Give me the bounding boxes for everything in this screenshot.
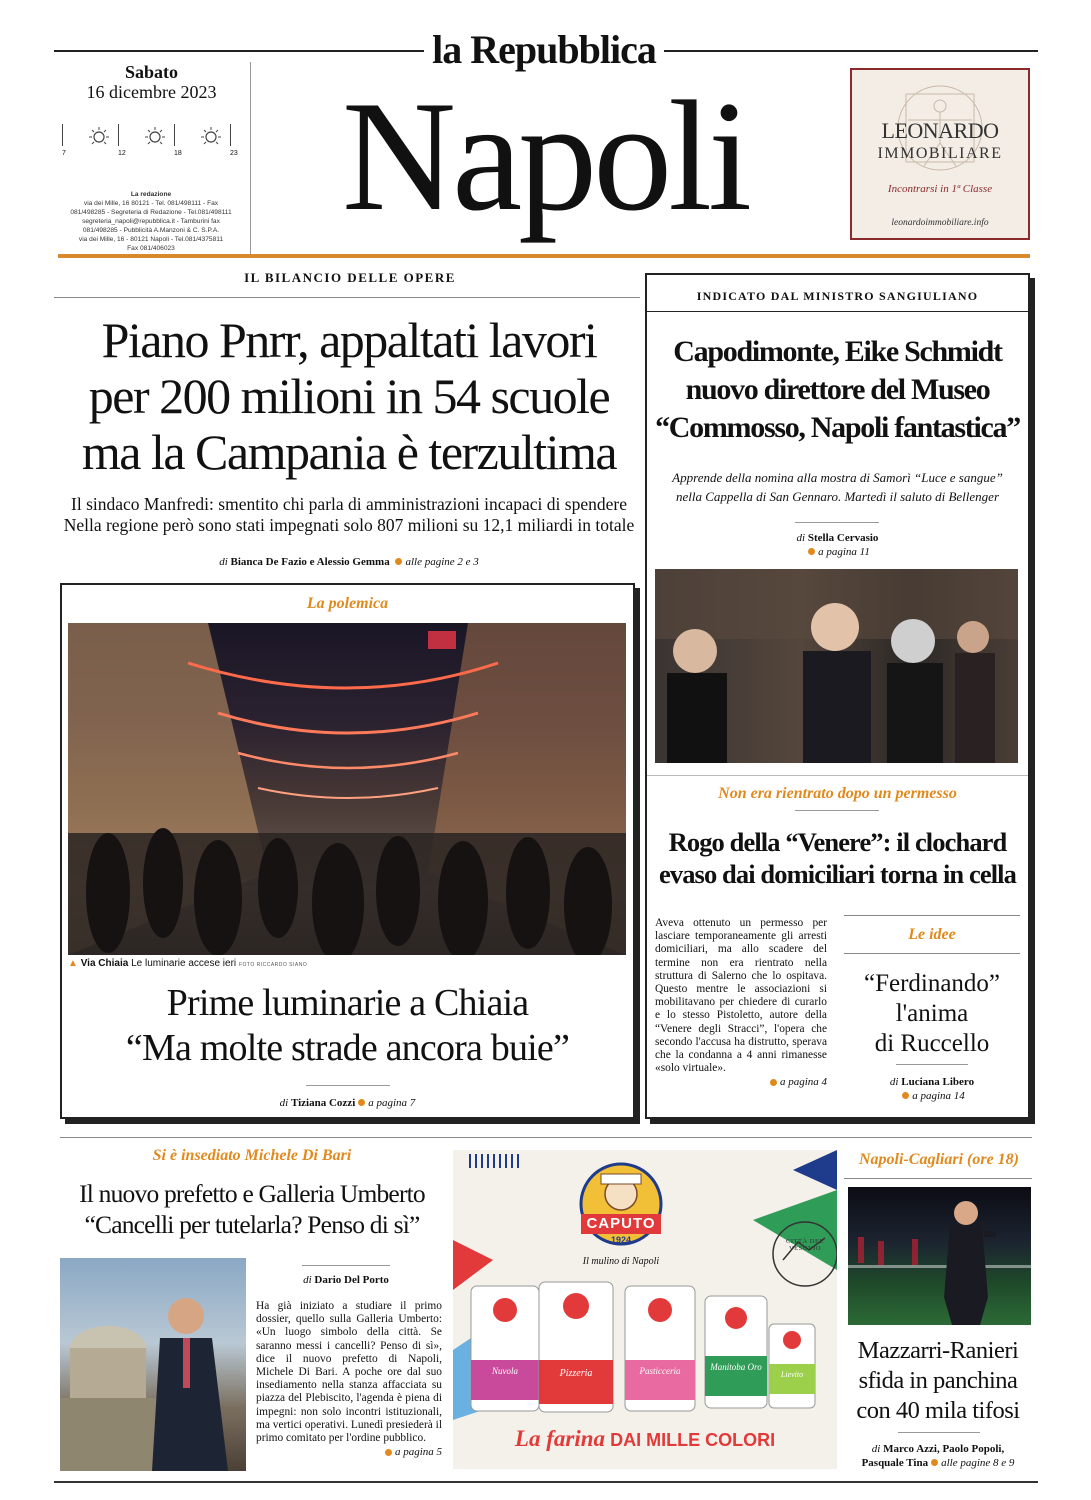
calcio-headline — [838, 1336, 1038, 1426]
venere-article — [655, 917, 827, 1088]
venere-headline-line: Rogo della “Venere”: il clochard — [668, 827, 1007, 857]
bullet-icon — [358, 1099, 365, 1106]
chiaia-page[interactable]: a pagina 7 — [368, 1097, 416, 1109]
idee-kicker: Le idee — [908, 926, 956, 943]
capodimonte-photo — [655, 569, 1018, 763]
prefetto-headline-line: Il nuovo prefetto e Galleria Umberto — [79, 1179, 425, 1208]
caputo-slogan-italic: La farina — [514, 1426, 605, 1451]
lead-subhead-line: Il sindaco Manfredi: smentito chi parla di amministrazioni incapaci di spendere — [71, 494, 627, 514]
chiaia-caption — [68, 958, 626, 969]
capodimonte-headline-line: nuovo direttore del Museo — [685, 373, 990, 406]
bullet-icon — [395, 558, 402, 565]
bag-label: Lievito — [780, 1370, 804, 1379]
caption-place: Via Chiaia — [80, 958, 129, 969]
calcio-pages[interactable]: alle pagine 8 e 9 — [941, 1457, 1015, 1469]
caret-up-icon: ▲ — [68, 958, 78, 969]
bullet-icon — [931, 1459, 938, 1466]
caption-text: Le luminarie accese ieri — [131, 958, 237, 969]
prefetto-headline — [52, 1178, 452, 1240]
weather-strip — [62, 124, 242, 158]
lead-headline-line: per 200 milioni in 54 scuole — [88, 368, 610, 424]
chiaia-box — [60, 583, 635, 1119]
right-column-box — [645, 273, 1030, 1119]
lead-headline — [54, 312, 644, 480]
caputo-year: 1924 — [610, 1235, 632, 1245]
chiaia-headline — [62, 981, 633, 1071]
redazione-line: via dei Mille, 16 80121 - Tel. 081/498111 - Fax — [83, 200, 219, 207]
lead-subhead-line: Nella regione però sono stati impegnati solo 807 milioni su 12,1 miliardi in totale — [63, 515, 635, 535]
calcio-byline: di Marco Azzi, Paolo Popoli, Pasquale Tina alle pagine 8 e 9 — [861, 1443, 1015, 1469]
venere-body: Aveva ottenuto un permesso per lasciare temporaneamente gli arresti domiciliari, ma allo scadere del termine non era rientrato nella struttura di Salerno che lo ospitava. Questo mentre le associazioni si mobilitavano per chiedere di curarlo e lo stesso Pistoletto, autore della “Venere degli Stracci”, l'opera che secondo l'accusa ha distrutto, sperava che la condanna a 4 anni rimanesse «solo virtuale». — [655, 917, 827, 1075]
date-label: 16 dicembre 2023 — [86, 82, 217, 102]
prefetto-kicker: Si è insediato Michele Di Bari — [152, 1147, 352, 1164]
bag-label: Pizzeria — [559, 1368, 593, 1379]
redazione-line: segreteria_napoli@repubblica.it - Tamburini fax — [82, 218, 220, 225]
calcio-headline-line: sfida in panchina — [858, 1367, 1018, 1394]
ad-name-line2: IMMOBILIARE — [877, 145, 1003, 162]
masthead-rule-left — [54, 50, 424, 52]
idee-author: Luciana Libero — [901, 1076, 975, 1088]
capodimonte-headline-line: “Commosso, Napoli fantastica” — [655, 411, 1020, 444]
date-block — [54, 62, 249, 102]
idee-byline: di Luciana Libero a pagina 14 — [889, 1076, 975, 1102]
calcio-kicker: Napoli-Cagliari (ore 18) — [859, 1151, 1019, 1168]
day-label: Sabato — [124, 62, 178, 82]
caputo-slogan — [453, 1426, 837, 1452]
prefetto-photo — [60, 1258, 246, 1471]
capodimonte-author: Stella Cervasio — [807, 532, 879, 544]
chiaia-headline-line: Prime luminarie a Chiaia — [166, 982, 529, 1024]
ad-name-line1: LEONARDO — [881, 118, 999, 143]
calcio-headline-line: Mazzarri-Ranieri — [857, 1337, 1019, 1364]
masthead-divider — [250, 62, 251, 254]
prefetto-byline: di Dario Del Porto — [303, 1274, 389, 1286]
bottom-section-rule — [60, 1137, 1032, 1138]
lead-pages[interactable]: alle pagine 2 e 3 — [405, 556, 479, 568]
bag-label: Pasticceria — [639, 1366, 681, 1376]
idee-headline-line: “Ferdinando” — [863, 970, 1001, 997]
calcio-authors: Pasquale Tina — [861, 1457, 929, 1469]
chiaia-kicker: La polemica — [306, 595, 389, 612]
chiaia-author: Tiziana Cozzi — [290, 1097, 356, 1109]
page-bottom-rule — [54, 1481, 1038, 1483]
prefetto-headline-line: “Cancelli per tutelarla? Penso di sì” — [84, 1210, 420, 1239]
bag-label: Manitoba Oro — [710, 1362, 762, 1372]
masthead-rule-right — [664, 50, 1038, 52]
calcio-photo — [848, 1187, 1031, 1325]
idee-headline-line: l'anima — [895, 1000, 969, 1027]
caputo-tagline: Il mulino di Napoli — [582, 1256, 660, 1267]
caputo-ad-graphics — [453, 1150, 837, 1469]
lead-subhead — [54, 494, 644, 536]
venere-kicker: Non era rientrato dopo un permesso — [718, 785, 957, 802]
lead-byline: di Bianca De Fazio e Alessio Gemma alle pagine 2 e 3 — [219, 556, 479, 568]
venere-headline-line: evaso dai domiciliari torna in cella — [659, 859, 1016, 889]
redazione-block — [56, 190, 246, 253]
bullet-icon — [808, 548, 815, 555]
idee-page[interactable]: a pagina 14 — [912, 1090, 965, 1102]
chiaia-photo — [68, 623, 626, 955]
bag-label: Nuvola — [492, 1366, 518, 1376]
idee-headline-line: di Ruccello — [874, 1030, 990, 1057]
ad-slogan: Incontrarsi in 1ª Classe — [887, 183, 993, 195]
weather-hour: 18 — [174, 150, 182, 157]
idee-headline — [844, 969, 1020, 1059]
capodimonte-summary — [647, 468, 1028, 506]
weather-hour: 23 — [230, 150, 238, 157]
masthead-orange-rule — [58, 254, 1030, 258]
prefetto-page-ref: a pagina 5 — [256, 1446, 442, 1458]
brand-logo: la Repubblica — [432, 27, 656, 72]
leonardo-ad[interactable] — [850, 68, 1030, 240]
redazione-line: 081/498285 - Segreteria di Redazione - Tel.081/498111 — [70, 209, 232, 216]
prefetto-body: Ha già iniziato a studiare il primo dossier, quello sulla Galleria Umberto: «Un luogo simbolo della città. Se saranno messi i cancelli? Penso di sì», dice il nuovo prefetto di Napoli, Michele Di Bari. A poche ore dal suo insediamento nella stanza affacciata su piazza del Plebiscito, l'agenda è piena di impegni: non solo incontri istituzionali, ma vertici operativi. Lunedì presiederà il primo comitato per l'ordine pubblico. — [256, 1300, 442, 1445]
venere-page-ref: a pagina 4 — [655, 1076, 827, 1088]
coach-photo-image — [848, 1187, 1031, 1325]
venere-headline — [647, 826, 1028, 890]
weather-hour: 12 — [118, 150, 126, 157]
lead-headline-line: ma la Campania è terzultima — [81, 424, 617, 480]
redazione-line: Fax 081/406023 — [127, 245, 175, 252]
lead-headline-line: Piano Pnrr, appaltati lavori — [101, 312, 597, 368]
caputo-slogan-bold: DAI MILLE COLORI — [610, 1430, 776, 1450]
sun-icon — [196, 126, 226, 146]
redazione-line: 081/498285 - Pubblicità A.Manzoni & C. S.P.A. — [82, 227, 220, 234]
caputo-seal-text: CITTÀ DEL VESUVIO — [786, 1238, 824, 1252]
prefetto-article — [256, 1300, 442, 1458]
edition-title: Napoli — [341, 69, 749, 244]
weather-hour: 7 — [62, 150, 66, 157]
redazione-title: La redazione — [130, 191, 172, 198]
calcio-authors: Marco Azzi, Paolo Popoli, — [883, 1443, 1005, 1455]
capodimonte-summary-line: Apprende della nomina alla mostra di Samorì “Luce e sangue” — [672, 470, 1003, 485]
capodimonte-summary-line: nella Cappella di San Gennaro. Martedì il saluto di Bellenger — [675, 489, 1000, 504]
caputo-brand: CAPUTO — [581, 1214, 661, 1234]
schmidt-photo-image — [655, 569, 1018, 763]
caputo-ad[interactable] — [453, 1150, 837, 1469]
calcio-headline-line: con 40 mila tifosi — [856, 1397, 1020, 1424]
street-scene-image — [68, 623, 626, 955]
chiaia-byline: di Tiziana Cozzi a pagina 7 — [279, 1097, 416, 1109]
bullet-icon — [385, 1449, 392, 1456]
lead-section-label: IL BILANCIO DELLE OPERE — [244, 270, 456, 285]
capodimonte-headline — [647, 333, 1028, 447]
prefetto-portrait-image — [60, 1258, 246, 1471]
bullet-icon — [770, 1079, 777, 1086]
prefetto-author: Dario Del Porto — [314, 1274, 389, 1286]
lead-authors: Bianca De Fazio e Alessio Gemma — [230, 556, 390, 568]
chiaia-headline-line: “Ma molte strade ancora buie” — [125, 1027, 570, 1069]
capodimonte-headline-line: Capodimonte, Eike Schmidt — [673, 335, 1002, 368]
redazione-line: via dei Mille, 16 - 80121 Napoli - Tel.081/4375811 — [78, 236, 224, 243]
ad-url[interactable]: leonardoimmobiliare.info — [891, 218, 989, 228]
caption-credit: FOTO RICCARDO SIANO — [238, 962, 308, 968]
capodimonte-section: INDICATO DAL MINISTRO SANGIULIANO — [696, 289, 979, 303]
capodimonte-page[interactable]: a pagina 11 — [818, 546, 870, 558]
sun-icon — [140, 126, 170, 146]
capodimonte-byline: di Stella Cervasio a pagina 11 — [796, 532, 879, 558]
sun-icon — [84, 126, 114, 146]
bullet-icon — [902, 1092, 909, 1099]
